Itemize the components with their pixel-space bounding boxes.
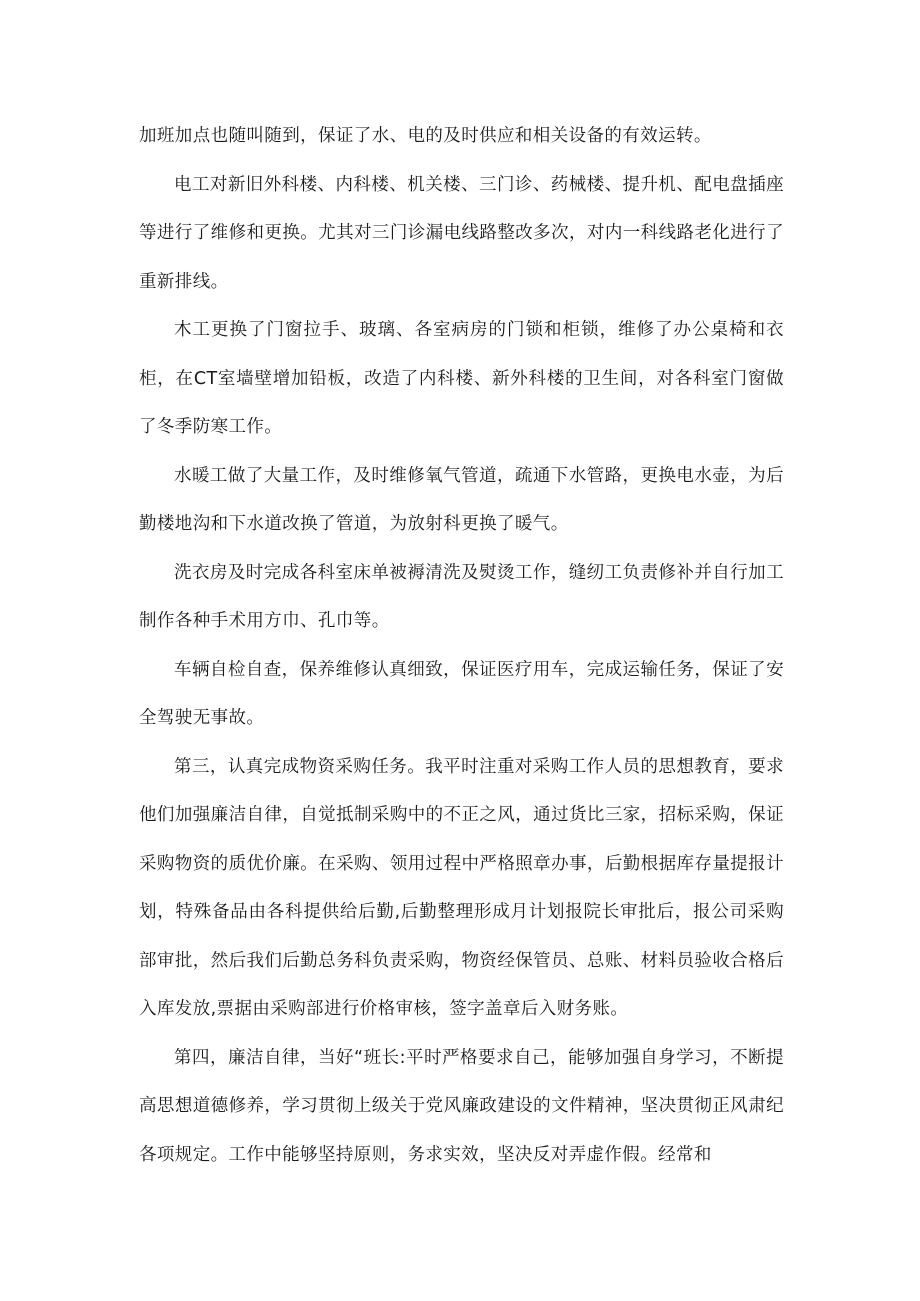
paragraph: 电工对新旧外科楼、内科楼、机关楼、三门诊、药械楼、提升机、配电盘插座等进行了维修和更换。尤其对三门诊漏电线路整改多次，对内一科线路老化进行了重新排线。	[139, 174, 784, 292]
paragraph: 加班加点也随叫随到，保证了水、电的及时供应和相关设备的有效运转。	[139, 126, 712, 146]
paragraph: 洗衣房及时完成各科室床单被褥清洗及熨烫工作，缝纫工负责修补并自行加工制作各种手术用方巾、孔巾等。	[139, 562, 784, 631]
paragraph: 水暖工做了大量工作，及时维修氧气管道，疏通下水管路，更换电水壶，为后勤楼地沟和下水道改换了管道，为放射科更换了暖气。	[139, 465, 784, 534]
paragraph: 第三，认真完成物资采购任务。我平时注重对采购工作人员的思想教育，要求他们加强廉洁自律，自觉抵制采购中的不正之风，通过货比三家，招标采购，保证采购物资的质优价廉。在采购、领用过程中严格照章办事，后勤根据库存量提报计划，特殊备品由各科提供给后勤,后勤整理形成月计划报院长审批后，报公司采购部审批，然后我们后勤总务科负责采购，物资经保管员、总账、材料员验收合格后入库发放,票据由采购部进行价格审核，签字盖章后入财务账。	[139, 756, 784, 1019]
paragraph: 车辆自检自查，保养维修认真细致，保证医疗用车，完成运输任务，保证了安全驾驶无事故。	[139, 659, 784, 728]
document-body	[139, 112, 784, 1179]
paragraph: 木工更换了门窗拉手、玻璃、各室病房的门锁和柜锁，维修了办公桌椅和衣柜，在CT室墙壁增加铅板，改造了内科楼、新外科楼的卫生间，对各科室门窗做了冬季防寒工作。	[139, 320, 784, 437]
paragraph: 第四，廉洁自律，当好“班长:平时严格要求自己，能够加强自身学习，不断提高思想道德修养，学习贯彻上级关于党风廉政建设的文件精神，坚决贯彻正风肃纪各项规定。工作中能够坚持原则，务求实效，坚决反对弄虚作假。经常和	[139, 1047, 784, 1165]
